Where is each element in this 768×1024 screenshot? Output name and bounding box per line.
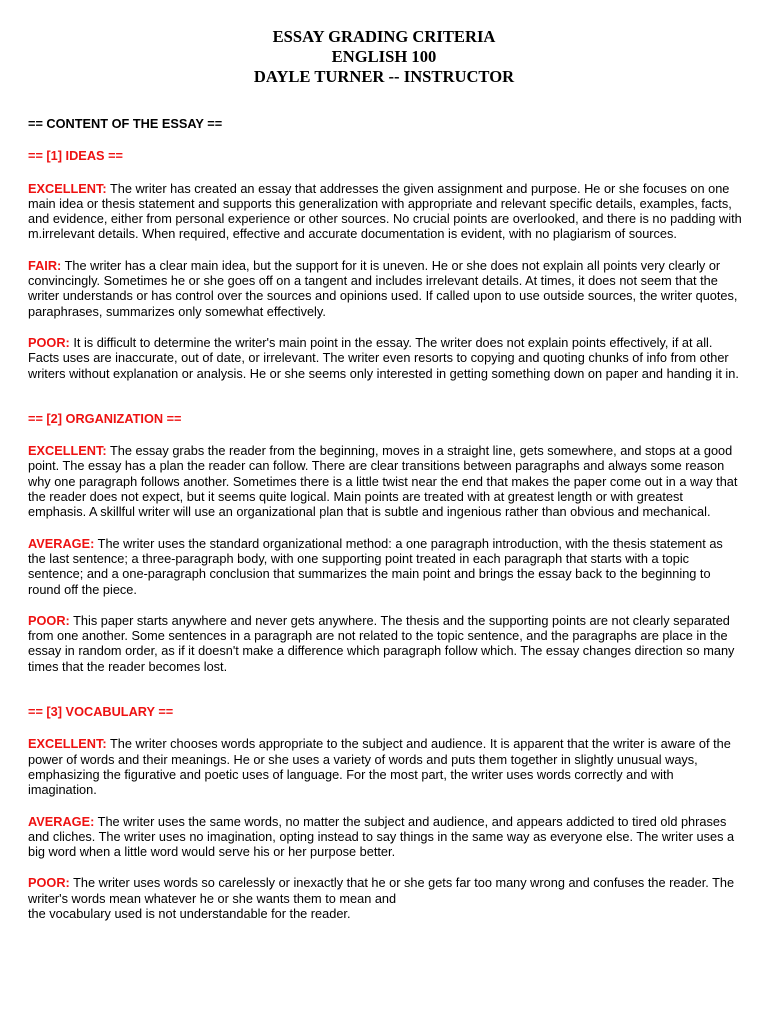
document-title: ESSAY GRADING CRITERIA bbox=[272, 27, 496, 46]
section-heading-vocabulary: == [3] VOCABULARY == bbox=[28, 704, 174, 720]
criterion-level-label: EXCELLENT: bbox=[28, 736, 107, 752]
criterion-text: The writer chooses words appropriate to the subject and audience. It is apparent that the writer is aware of the power of words and their meanings. He or she uses a variety of words and puts them together in slightly unusual ways, emphasizing the figurative and poetic uses of language. For the most part, the writer uses words correctly and with imagination. bbox=[28, 736, 731, 798]
criterion-vocabulary-average bbox=[28, 814, 744, 860]
criterion-text: The writer uses the same words, no matter the subject and audience, and appears addicted to tired old phrases and cliches. The writer uses no imagination, opting instead to say things in the same way as everyone else. The writer uses a big word when a little word would serve his or her purpose better. bbox=[28, 813, 735, 860]
criterion-level-label: POOR: bbox=[28, 334, 70, 350]
criterion-text: The writer has a clear main idea, but the support for it is uneven. He or she does not explain all points very clearly or convincingly. Sometimes he or she goes off on a tangent and includes irrelevant details. At times, it does not seem that the writer understands or has control over the sources and opinions used. If called upon to use outside sources, the writer quotes, paraphrases, summarizes only somewhat effectively. bbox=[28, 257, 738, 319]
criterion-text: The writer has created an essay that addresses the given assignment and purpose. He or she focuses on one main idea or thesis statement and supports this generalization with appropriate and relevant specific details, examples, facts, and evidence, either from personal experience or other sources. No crucial points are overlooked, and there is no padding with bbox=[28, 180, 742, 227]
criterion-vocabulary-excellent bbox=[28, 736, 744, 797]
criterion-text-continued: m.irrelevant details. When required, effective and accurate documentation is evident, with no plagiarism of sources. bbox=[28, 226, 677, 242]
document-body bbox=[28, 116, 744, 921]
content-heading: == CONTENT OF THE ESSAY == bbox=[28, 116, 223, 131]
criterion-vocabulary-poor bbox=[28, 875, 744, 921]
criterion-text: The writer uses words so carelessly or inexactly that he or she gets far too many wrong and confuses the reader. The writer's words mean whatever he or she wants them to mean and bbox=[28, 875, 735, 906]
criterion-level-label: FAIR: bbox=[28, 257, 62, 273]
section-heading-organization: == [2] ORGANIZATION == bbox=[28, 410, 182, 426]
criterion-text: The writer uses the standard organizational method: a one paragraph introduction, with the thesis statement as the last sentence; a three-paragraph body, with one supporting point treated in each paragraph that starts with a topic sentence; and a one-paragraph conclusion that summarizes the main point and brings the essay back to the beginning to round off the piece. bbox=[28, 535, 723, 597]
criterion-level-label: POOR: bbox=[28, 875, 70, 891]
criterion-text-continued: the vocabulary used is not understandable for the reader. bbox=[28, 905, 351, 921]
criterion-level-label: POOR: bbox=[28, 612, 70, 628]
document-header bbox=[0, 27, 768, 87]
criterion-level-label: AVERAGE: bbox=[28, 813, 95, 829]
criterion-organization-average bbox=[28, 536, 744, 597]
criterion-text: The essay grabs the reader from the beginning, moves in a straight line, gets somewhere, and stops at a good point. The essay has a plan the reader can follow. There are clear transitions between paragraphs and always some reason why one paragraph follows another. Sometimes there is a little twist near the end that makes the paper come out in a way that the reader does not expect, but it seems quite logical. Main points are treated with at greatest length or with greatest emphasis. A skillful writer will use an organizational plan that is subtle and ingenious rather than obvious and mechanical. bbox=[28, 443, 738, 520]
criterion-level-label: EXCELLENT: bbox=[28, 180, 107, 196]
course-name: ENGLISH 100 bbox=[331, 47, 437, 66]
criterion-ideas-poor bbox=[28, 335, 744, 381]
section-heading-ideas: == [1] IDEAS == bbox=[28, 148, 123, 164]
criterion-ideas-fair bbox=[28, 258, 744, 319]
criterion-organization-poor bbox=[28, 613, 744, 674]
criterion-organization-excellent bbox=[28, 443, 744, 519]
instructor-name: DAYLE TURNER -- INSTRUCTOR bbox=[253, 67, 515, 86]
criterion-text: This paper starts anywhere and never gets anywhere. The thesis and the supporting points are not clearly separated from one another. Some sentences in a paragraph are not related to the topic sentence, and the paragraphs are place in the essay in random order, as if it doesn't make a difference which paragraph follow which. The essay changes direction so many times that the reader becomes lost. bbox=[28, 612, 735, 674]
criterion-level-label: EXCELLENT: bbox=[28, 443, 107, 459]
criterion-level-label: AVERAGE: bbox=[28, 535, 95, 551]
criterion-ideas-excellent bbox=[28, 181, 744, 242]
criterion-text: It is difficult to determine the writer's main point in the essay. The writer does not explain points effectively, if at all. Facts uses are inaccurate, out of date, or irrelevant. The writer even resorts to copying and quoting chunks of info from other writers without explanation or analysis. He or she seems only interested in getting something down on paper and handing it in. bbox=[28, 334, 739, 381]
